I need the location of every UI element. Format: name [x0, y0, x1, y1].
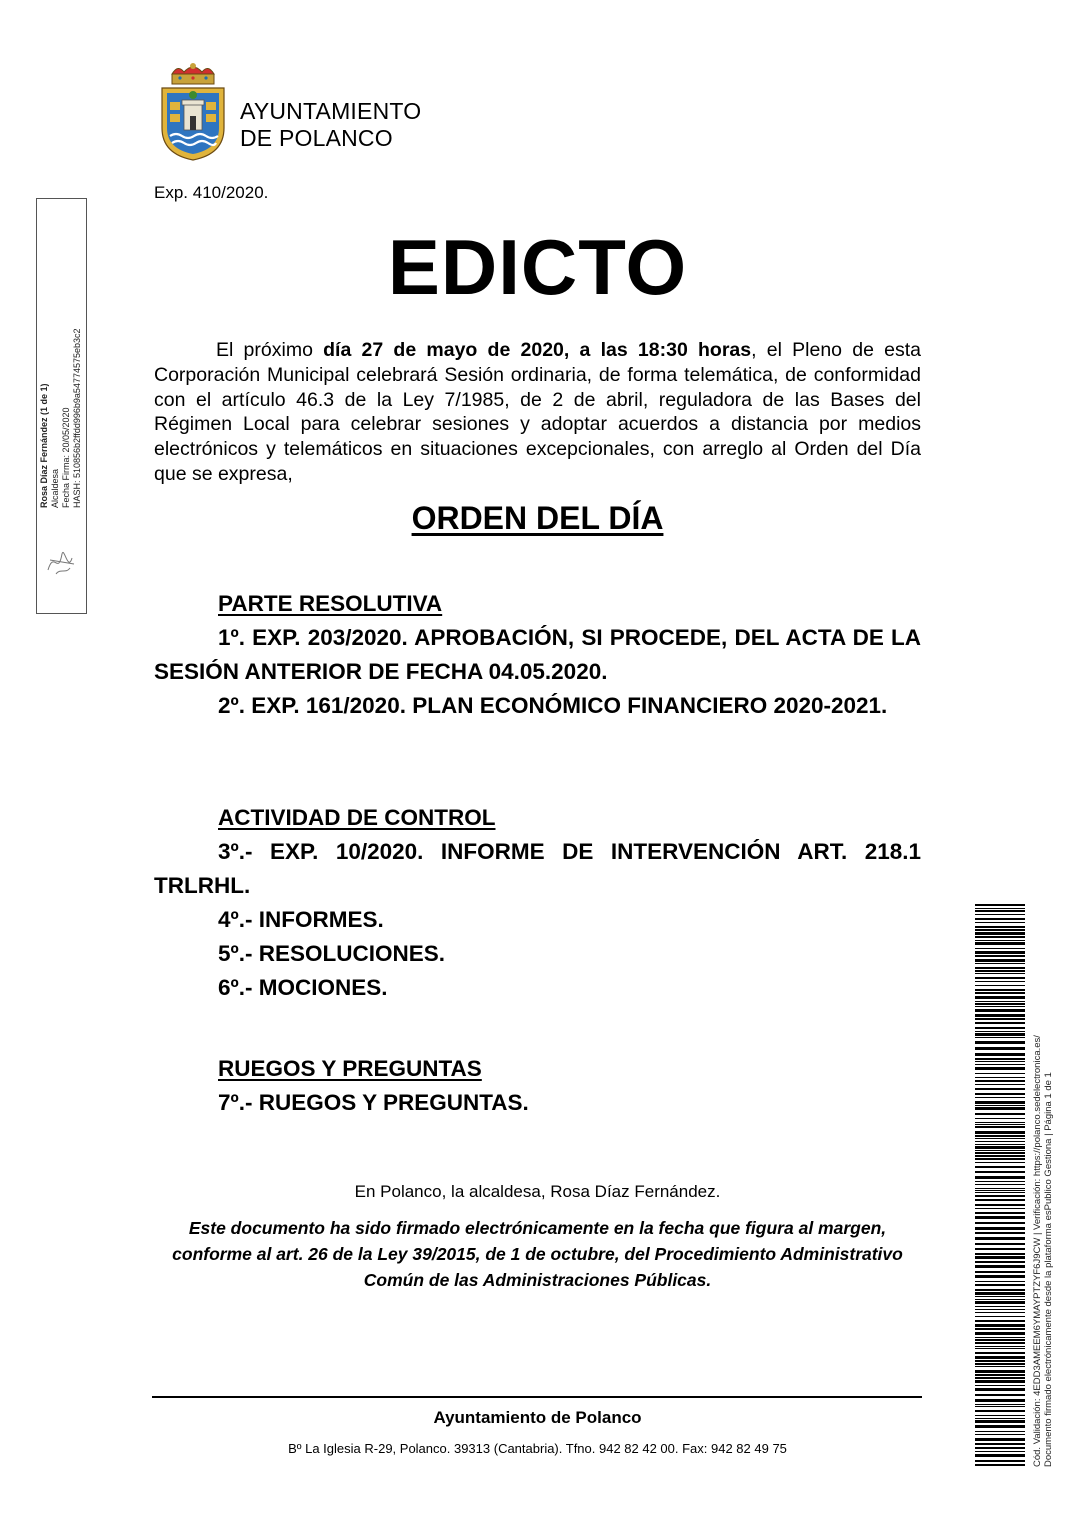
- signature-hash: HASH: 510856b2ffdd996b9a54774575eb3c2: [72, 328, 82, 508]
- closing-line: En Polanco, la alcaldesa, Rosa Díaz Fernández.: [354, 1182, 721, 1201]
- validation-code: Cód. Validación: 4EDD3AMEEM6YMAYPTZYF6J9CW | Verificación: https://polanco.sedelectronica.es/: [1032, 1035, 1043, 1467]
- signature-scribble-icon: [40, 540, 82, 580]
- footer-divider: [152, 1396, 922, 1398]
- agenda-item-text: 1º. EXP. 203/2020. APROBACIÓN, SI PROCEDE, DEL ACTA DE LA SESIÓN ANTERIOR DE FECHA 04.05.2020.: [154, 625, 921, 684]
- coat-of-arms-logo: [158, 62, 228, 162]
- validation-details: [1032, 1035, 1054, 1467]
- agenda-item: [154, 835, 921, 903]
- agenda-item: [154, 621, 921, 689]
- section-ruegos-preguntas: [154, 1052, 921, 1120]
- intro-paragraph: [154, 338, 921, 487]
- intro-rest: , el Pleno de esta Corporación Municipal celebrará Sesión ordinaria, de forma telemática, de conformidad con el artículo 46.3 de la Ley 7/1985, de 2 de abril, reguladora de las Bases del Régimen Local para celebrar sesiones y adoptar acuerdos a distancia por medios electrónicos y telemáticos en situaciones excepcionales, con arreglo al Orden del Día que se expresa,: [154, 339, 921, 485]
- agenda-item: 6º.- MOCIONES.: [218, 975, 388, 1000]
- agenda-item-text: 2º. EXP. 161/2020. PLAN ECONÓMICO FINANCIERO 2020-2021.: [218, 693, 888, 718]
- expedient-reference: Exp. 410/2020.: [154, 183, 269, 202]
- agenda-item: 4º.- INFORMES.: [218, 907, 384, 932]
- section-actividad-control: [154, 801, 921, 1005]
- section-heading: PARTE RESOLUTIVA: [218, 591, 443, 616]
- agenda-item: 5º.- RESOLUCIONES.: [218, 941, 445, 966]
- agenda-title: ORDEN DEL DÍA: [411, 500, 664, 536]
- electronic-signature-note: Este documento ha sido firmado electrónicamente en la fecha que figura al margen, conforme al art. 26 de la Ley 39/2015, de 1 de octubre, del Procedimiento Administrativo Común de las Administraciones Públicas.: [172, 1218, 903, 1290]
- section-heading: RUEGOS Y PREGUNTAS: [218, 1056, 482, 1081]
- intro-date: día 27 de mayo de 2020, a las 18:30 horas: [323, 339, 752, 361]
- agenda-item-text: 3º.- EXP. 10/2020. INFORME DE INTERVENCIÓN ART. 218.1 TRLRHL.: [154, 839, 921, 898]
- barcode-icon: [975, 904, 1025, 1466]
- organization-name-line1: AYUNTAMIENTO: [240, 98, 422, 124]
- validation-platform: Documento firmado electrónicamente desde la plataforma esPublico Gestiona | Página 1 de 1: [1043, 1072, 1054, 1467]
- section-heading: ACTIVIDAD DE CONTROL: [218, 805, 496, 830]
- signature-details: [39, 329, 83, 509]
- signature-date: Fecha Firma: 20/05/2020: [61, 407, 71, 508]
- footer-organization: Ayuntamiento de Polanco: [433, 1408, 642, 1427]
- document-title: EDICTO: [387, 223, 688, 311]
- agenda-item: 7º.- RUEGOS Y PREGUNTAS.: [218, 1090, 529, 1115]
- intro-lead: El próximo: [216, 339, 324, 361]
- signer-name: Rosa Díaz Fernández (1 de 1): [39, 383, 49, 508]
- organization-name-line2: DE POLANCO: [240, 125, 393, 151]
- organization-name: [240, 98, 421, 152]
- signer-role: Alcaldesa: [50, 468, 60, 508]
- agenda-item: [154, 689, 921, 723]
- footer-address: Bº La Iglesia R-29, Polanco. 39313 (Cantabria). Tfno. 942 82 42 00. Fax: 942 82 49 75: [288, 1441, 787, 1456]
- section-parte-resolutiva: [154, 587, 921, 723]
